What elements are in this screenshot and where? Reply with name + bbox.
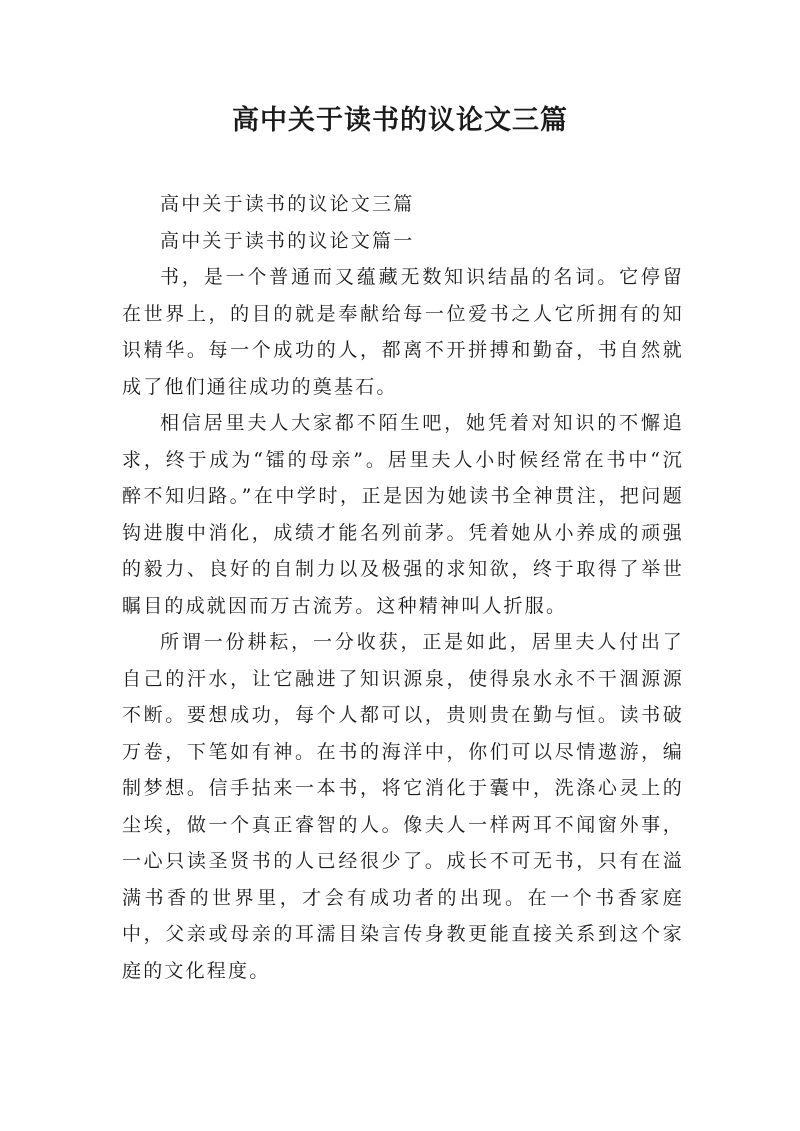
paragraph: 书，是一个普通而又蕴藏无数知识结晶的名词。它停留在世界上，的目的就是奉献给每一位爱书之人它所拥有的知识精华。每一个成功的人，都离不开拼搏和勤奋，书自然就成了他们通往成功的奠基石。: [122, 266, 684, 398]
paragraph-section-heading: 高中关于读书的议论文篇一: [160, 229, 415, 252]
document-body: [122, 186, 684, 989]
paragraph-subtitle: 高中关于读书的议论文三篇: [160, 193, 415, 215]
document-title: 高中关于读书的议论文三篇: [232, 105, 568, 136]
paragraph: 相信居里夫人大家都不陌生吧，她凭着对知识的不懈追求，终于成为“镭的母亲”。居里夫人小时候经常在书中“沉醉不知归路。”在中学时，正是因为她读书全神贯注，把问题钩进腹中消化，成绩才能名列前茅。凭着她从小养成的顽强的毅力、良好的自制力以及极强的求知欲，终于取得了举世瞩目的成就因而万古流芳。这种精神叫人折服。: [122, 412, 684, 617]
paragraph: 所谓一份耕耘，一分收获，正是如此，居里夫人付出了自己的汗水，让它融进了知识源泉，使得泉水永不干涸源源不断。要想成功，每个人都可以，贵则贵在勤与恒。读书破万卷，下笔如有神。在书的海洋中，你们可以尽情遨游，编制梦想。信手拈来一本书，将它消化于囊中，洗涤心灵上的尘埃，做一个真正睿智的人。像夫人一样两耳不闻窗外事，一心只读圣贤书的人已经很少了。成长不可无书，只有在溢满书香的世界里，才会有成功者的出现。在一个书香家庭中，父亲或母亲的耳濡目染言传身教更能直接关系到这个家庭的文化程度。: [122, 631, 684, 982]
